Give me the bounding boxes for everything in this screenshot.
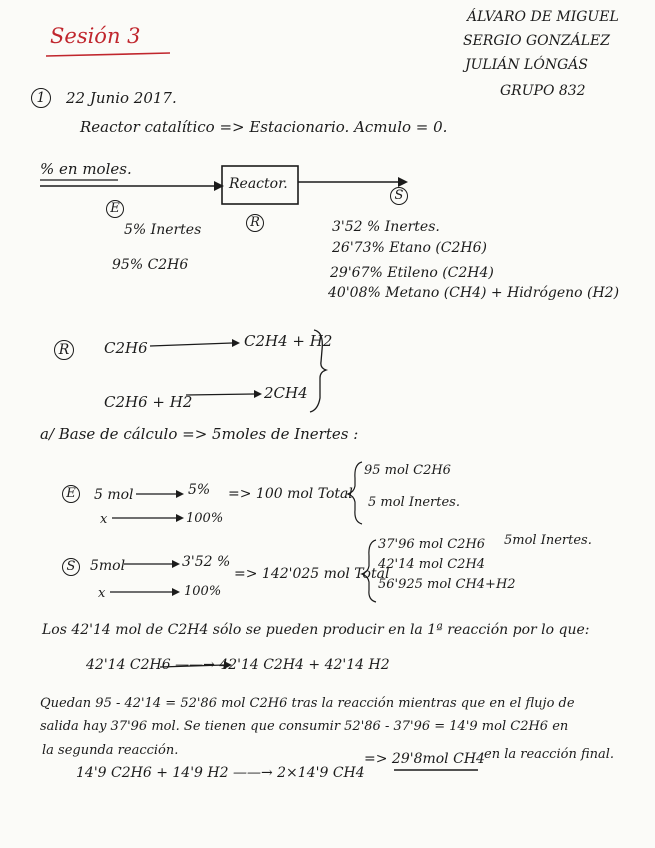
reaction-2-left: C2H6 + H2 (104, 393, 193, 411)
outlet-result-2: 42'14 mol C2H4 (378, 557, 486, 572)
analysis-line-4: la segunda reacción. (42, 743, 179, 758)
inlet-comp-2: 95% C2H6 (112, 257, 189, 273)
author-3: JULIÁN LÓNGÁS (465, 57, 588, 73)
problem-number: 1 (31, 88, 51, 108)
analysis-eq-1: 42'14 C2H6 ——→ 42'14 C2H4 + 42'14 H2 (86, 657, 390, 673)
outlet-line1-right: 3'52 % (182, 554, 231, 570)
outlet-line2-left: x (98, 586, 106, 601)
analysis-line-1: Los 42'14 mol de C2H4 sólo se pueden producir en la 1ª reacción por lo que: (42, 622, 590, 638)
inlet-result-1: 95 mol C2H6 (364, 463, 451, 478)
inlet-line1-left: 5 mol (94, 487, 134, 503)
analysis-eq-2: 14'9 C2H6 + 14'9 H2 ——→ 2×14'9 CH4 (76, 765, 365, 781)
analysis-line-3: salida hay 37'96 mol. Se tienen que consumir 52'86 - 37'96 = 14'9 mol C2H6 en (40, 719, 569, 734)
outlet-side-note: 5mol Inertes. (504, 533, 592, 548)
analysis-eq-2-suffix: en la reacción final. (484, 747, 615, 762)
problem-statement: Reactor catalítico => Estacionario. Acmulo = 0. (80, 118, 448, 136)
inlet-total: => 100 mol Total (228, 486, 353, 502)
analysis-eq-2-result: => 29'8mol CH4 (364, 751, 485, 767)
outlet-line1-left: 5mol (90, 558, 126, 574)
reactor-label: Reactor. (229, 176, 288, 192)
inlet-result-2: 5 mol Inertes. (368, 495, 460, 510)
outlet-comp-3: 29'67% Etileno (C2H4) (330, 265, 494, 281)
reaction-1-left: C2H6 (104, 339, 148, 357)
author-1: ÁLVARO DE MIGUEL (467, 9, 619, 25)
outlet-block-tag: S (62, 558, 80, 576)
group-label: GRUPO 832 (500, 83, 586, 99)
author-2: SERGIO GONZÁLEZ (463, 33, 610, 49)
reaction-2-right: 2CH4 (264, 384, 308, 402)
reaction-1-right: C2H4 + H2 (244, 332, 333, 350)
inlet-line1-right: 5% (188, 482, 211, 498)
outlet-comp-2: 26'73% Etano (C2H6) (332, 240, 487, 256)
inlet-block-tag: E (62, 485, 80, 503)
outlet-line2-right: 100% (184, 584, 222, 599)
inlet-comp-1: 5% Inertes (124, 222, 202, 238)
inlet-line2-right: 100% (186, 511, 224, 526)
part-a-heading: a/ Base de cálculo => 5moles de Inertes : (40, 425, 359, 443)
outlet-comp-4: 40'08% Metano (CH4) + Hidrógeno (H2) (328, 285, 620, 301)
analysis-line-2: Quedan 95 - 42'14 = 52'86 mol C2H6 tras la reacción mientras que en el flujo de (40, 696, 575, 711)
reactions-label: R (54, 340, 74, 360)
outlet-label: S (390, 187, 408, 205)
outlet-result-3: 56'925 mol CH4+H2 (378, 577, 516, 592)
units-note: % en moles. (40, 160, 132, 178)
reactor-marker: R (246, 214, 264, 232)
outlet-result-1: 37'96 mol C2H6 (378, 537, 486, 552)
outlet-total: => 142'025 mol Total (234, 566, 390, 582)
outlet-comp-1: 3'52 % Inertes. (332, 219, 440, 235)
inlet-label: E (106, 200, 124, 218)
inlet-line2-left: x (100, 512, 108, 527)
problem-date: 22 Junio 2017. (66, 89, 177, 107)
session-title: Sesión 3 (50, 24, 141, 48)
